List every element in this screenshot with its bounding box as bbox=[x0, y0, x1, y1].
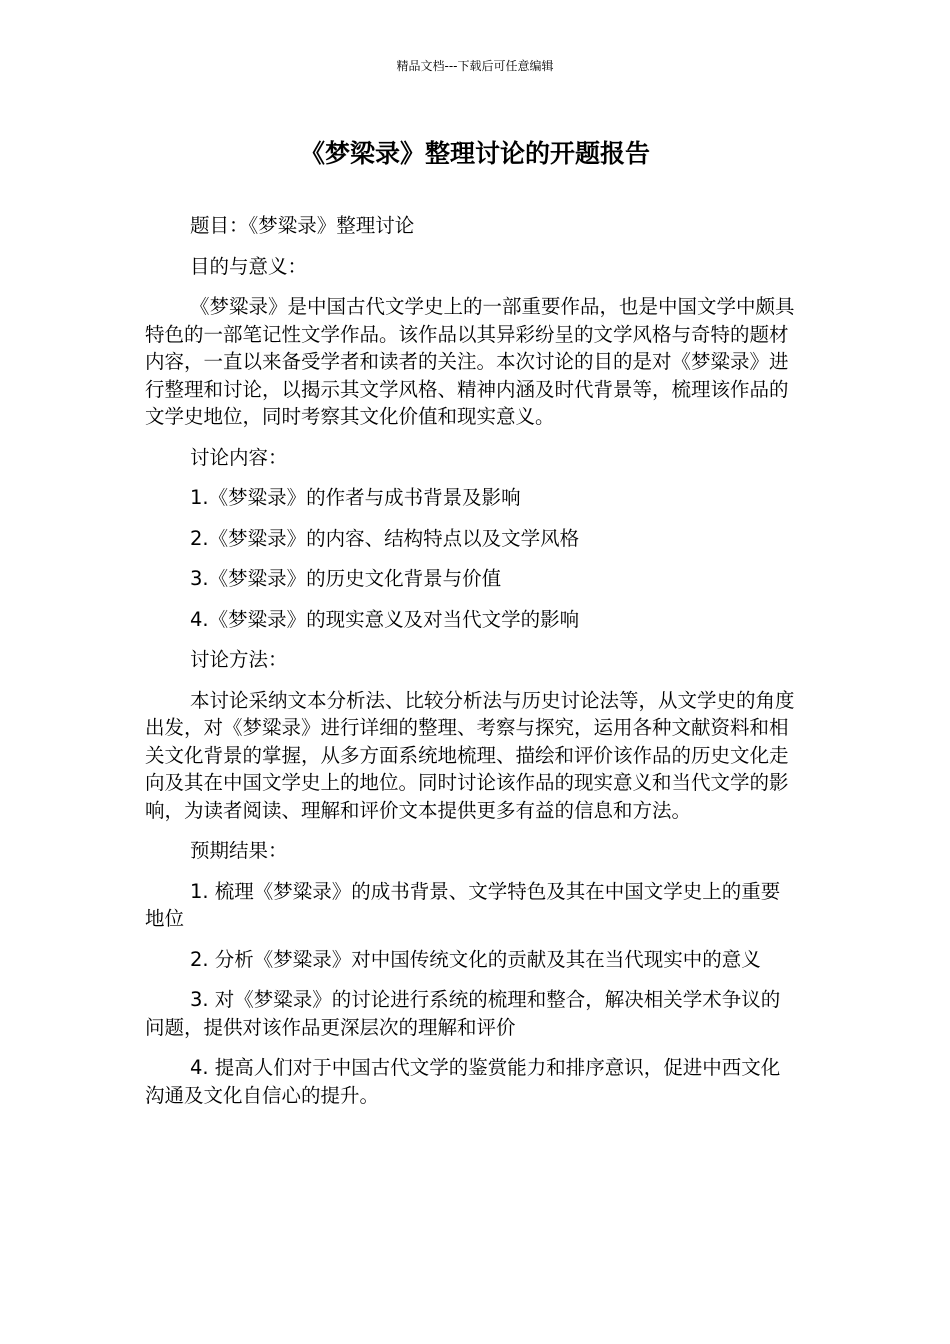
result-item: 4. 提高人们对于中国古代文学的鉴赏能力和排序意识，促进中西文化沟通及文化自信心的提升。 bbox=[145, 1056, 781, 1107]
result-item: 2. 分析《梦粱录》对中国传统文化的贡献及其在当代现实中的意义 bbox=[190, 947, 761, 971]
content-heading: 讨论内容： bbox=[190, 445, 288, 469]
purpose-paragraph: 《梦粱录》是中国古代文学史上的一部重要作品，也是中国文学中颇具特色的一部笔记性文学作品。该作品以其异彩纷呈的文学风格与奇特的题材内容，一直以来备受学者和读者的关注。本次讨论的目的是对《梦粱录》进行整理和讨论，以揭示其文学风格、精神内涵及时代背景等，梳理该作品的文学史地位，同时考察其文化价值和现实意义。 bbox=[145, 295, 795, 428]
result-item: 3. 对《梦粱录》的讨论进行系统的梳理和整合，解决相关学术争议的问题，提供对该作品更深层次的理解和评价 bbox=[145, 988, 781, 1039]
content-item: 1.《梦粱录》的作者与成书背景及影响 bbox=[190, 486, 521, 509]
content-item: 3.《梦粱录》的历史文化背景与价值 bbox=[190, 567, 502, 590]
method-paragraph: 本讨论采纳文本分析法、比较分析法与历史讨论法等，从文学史的角度出发，对《梦粱录》进行详细的整理、考察与探究，运用各种文献资料和相关文化背景的掌握，从多方面系统地梳理、描绘和评价该作品的历史文化走向及其在中国文学史上的地位。同时讨论该作品的现实意义和当代文学的影响，为读者阅读、理解和评价文本提供更多有益的信息和方法。 bbox=[145, 688, 795, 822]
method-heading: 讨论方法： bbox=[190, 648, 288, 671]
results-heading: 预期结果： bbox=[190, 839, 288, 862]
document-title: 《梦梁录》整理讨论的开题报告 bbox=[299, 139, 650, 168]
purpose-heading: 目的与意义： bbox=[190, 254, 308, 278]
header-note: 精品文档---下载后可任意编辑 bbox=[396, 59, 554, 73]
topic-line: 题目：《梦粱录》整理讨论 bbox=[190, 214, 415, 237]
content-item: 4.《梦粱录》的现实意义及对当代文学的影响 bbox=[190, 607, 580, 631]
content-item: 2.《梦粱录》的内容、结构特点以及文学风格 bbox=[190, 526, 580, 550]
result-item: 1. 梳理《梦粱录》的成书背景、文学特色及其在中国文学史上的重要地位 bbox=[145, 879, 781, 930]
document-body bbox=[145, 212, 797, 1122]
